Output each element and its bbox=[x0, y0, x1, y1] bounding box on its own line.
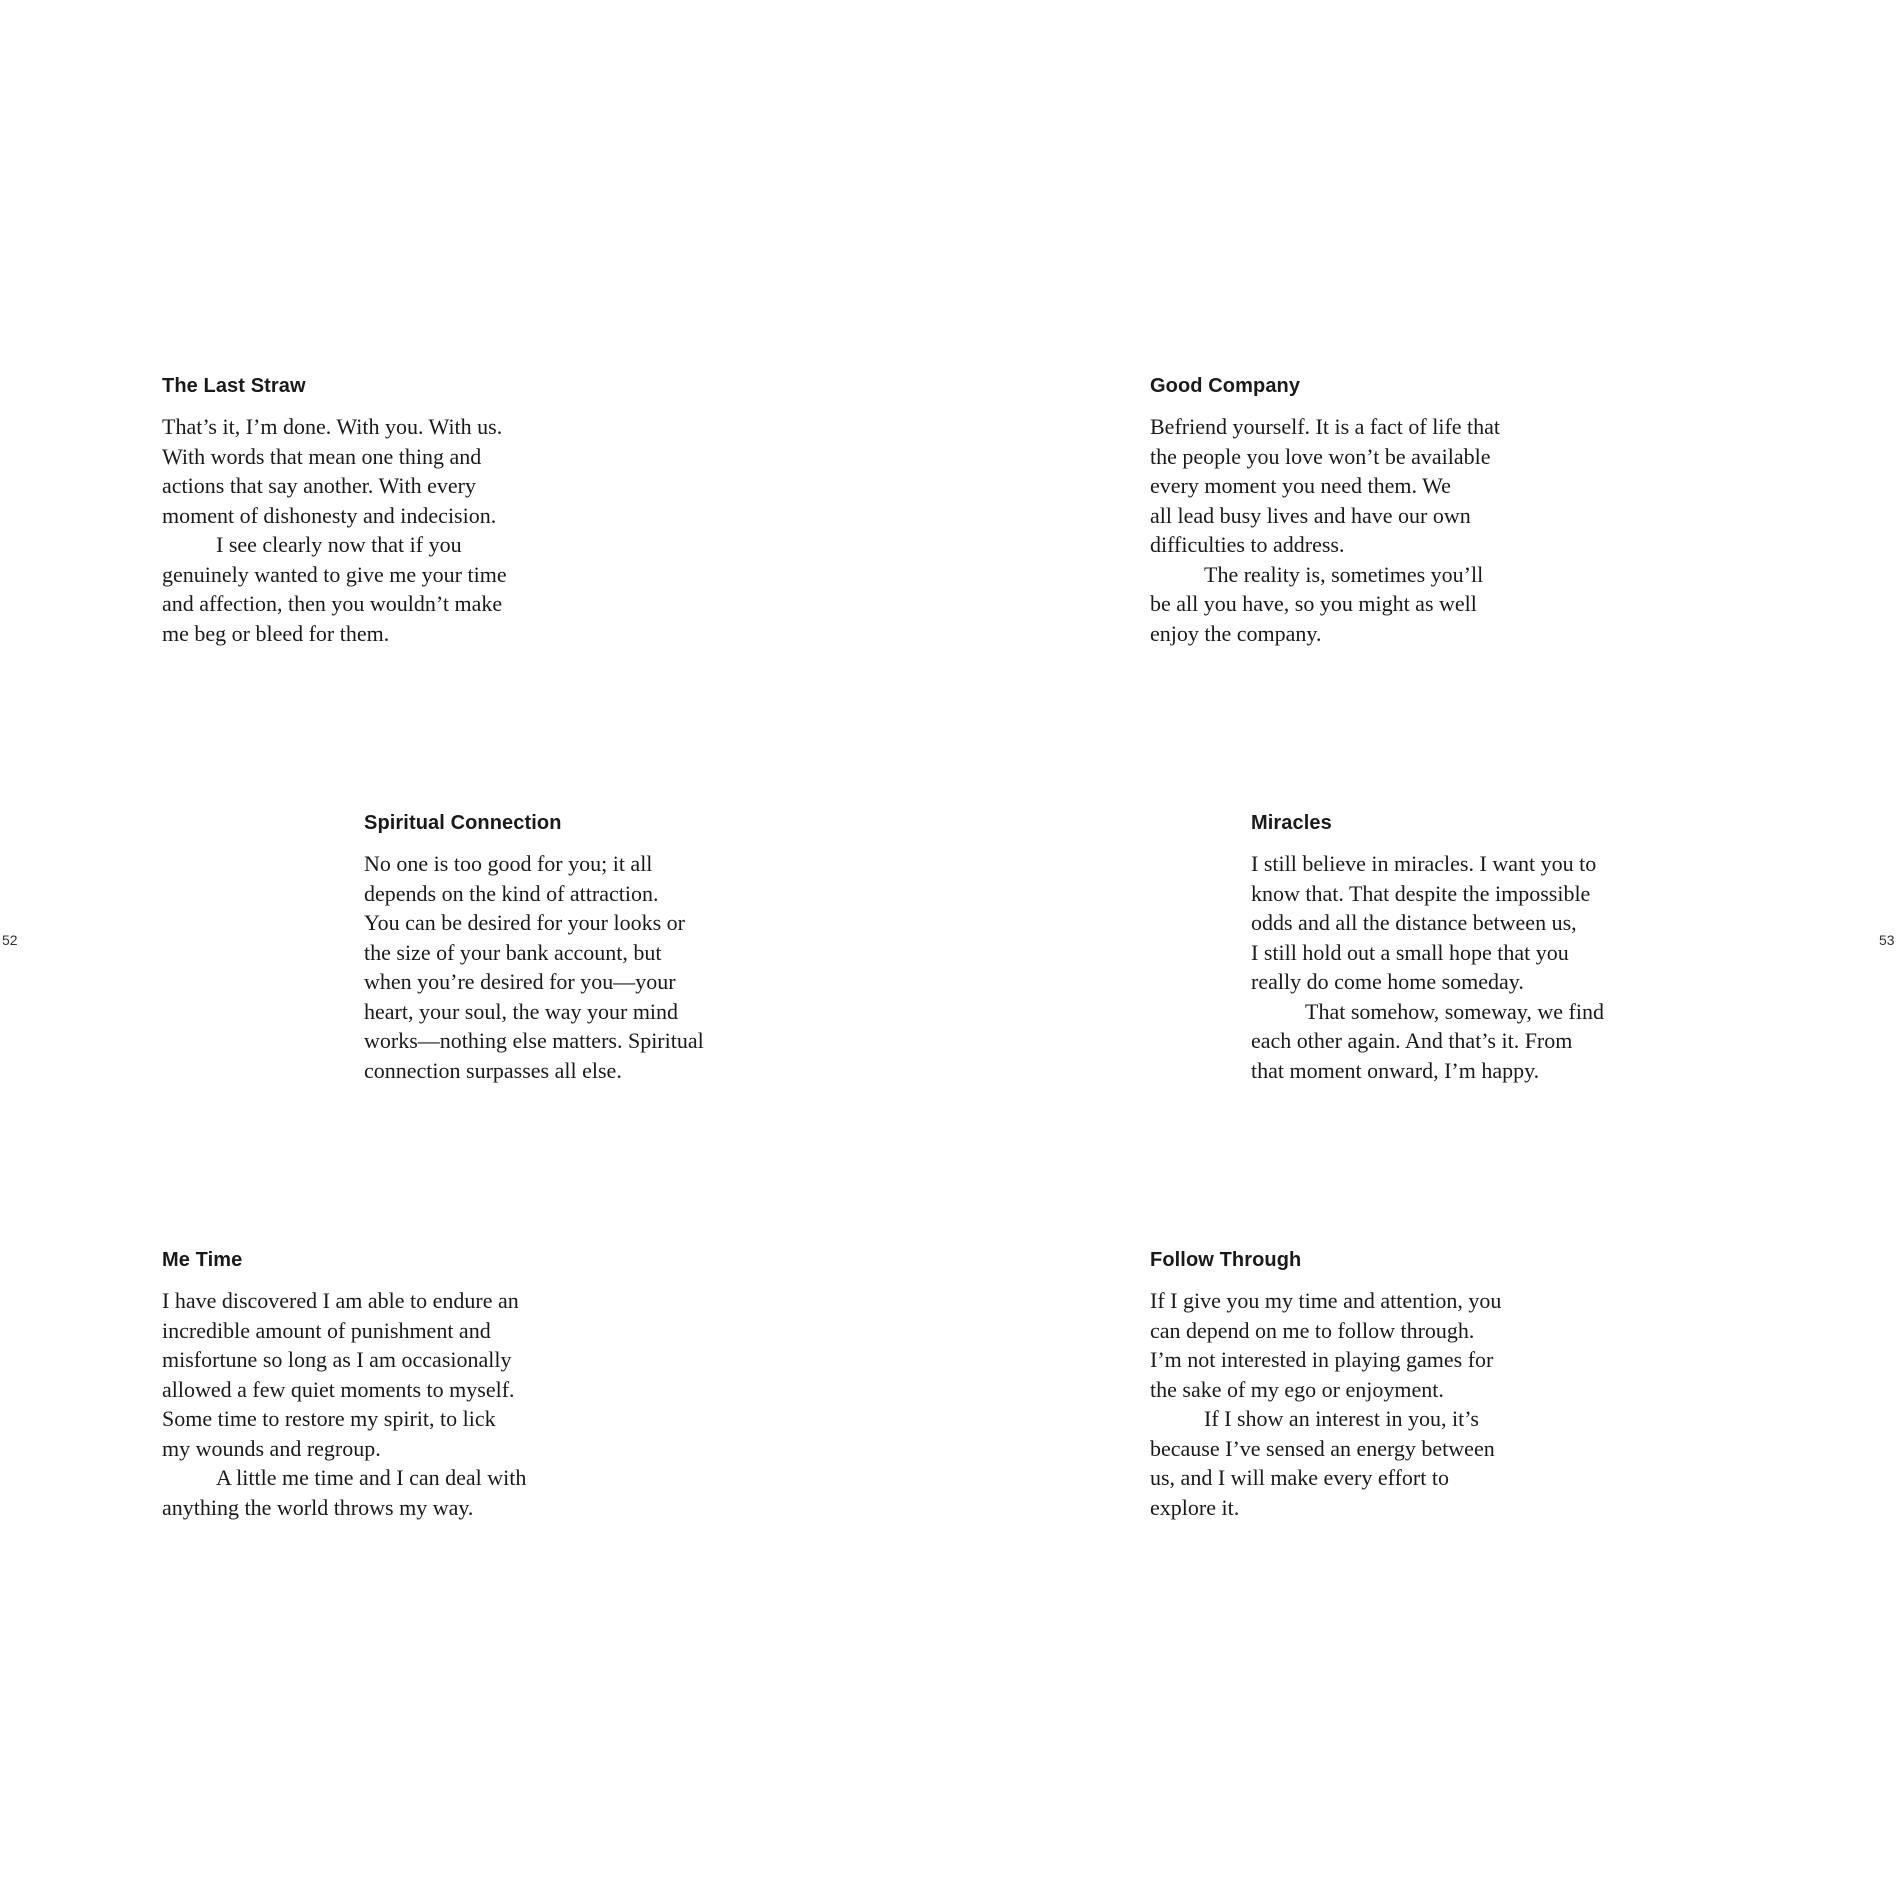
piece-paragraph: If I show an interest in you, it’s because I’ve sensed an energy between us, and I will make every effort to explore it. bbox=[1150, 1406, 1495, 1520]
piece-paragraph: Befriend yourself. It is a fact of life that the people you love won’t be available every moment you need them. We all lead busy lives and have our own difficulties to address. bbox=[1150, 414, 1501, 557]
piece-paragraph: I still believe in miracles. I want you to know that. That despite the impossible odds and all the distance between us, I still hold out a small hope that you really do come home someday. bbox=[1251, 851, 1597, 994]
piece-paragraph: That’s it, I’m done. With you. With us. With words that mean one thing and actions that say another. With every moment of dishonesty and indecision. bbox=[162, 414, 503, 528]
piece-good-company bbox=[1150, 373, 1610, 648]
page-number-left: 52 bbox=[2, 932, 18, 948]
piece-paragraph: That somehow, someway, we find each other again. And that’s it. From that moment onward, I’m happy. bbox=[1251, 998, 1604, 1083]
piece-title: Me Time bbox=[162, 1249, 243, 1271]
piece-paragraph: No one is too good for you; it all depends on the kind of attraction. You can be desired for your looks or the size of your bank account, but when you’re desired for you—your heart, your soul, the way your mind works—nothing else matters. Spiritual connection surpasses all else. bbox=[364, 851, 704, 1083]
piece-title: The Last Straw bbox=[162, 375, 306, 397]
page-number-right: 53 bbox=[1879, 932, 1895, 948]
piece-me-time bbox=[162, 1247, 622, 1522]
piece-paragraph: I see clearly now that if you genuinely wanted to give me your time and affection, then you wouldn’t make me beg or bleed for them. bbox=[162, 532, 507, 646]
piece-title: Good Company bbox=[1150, 375, 1301, 397]
piece-paragraph: The reality is, sometimes you’ll be all you have, so you might as well enjoy the company. bbox=[1150, 561, 1484, 646]
piece-title: Follow Through bbox=[1150, 1249, 1302, 1271]
piece-miracles bbox=[1251, 810, 1711, 1085]
piece-spiritual-connection bbox=[364, 810, 784, 1085]
piece-paragraph: I have discovered I am able to endure an incredible amount of punishment and misfortune so long as I am occasionally allowed a few quiet moments to myself. Some time to restore my spirit, to lick my wounds and regroup. bbox=[162, 1288, 519, 1461]
piece-the-last-straw bbox=[162, 373, 602, 648]
piece-title: Miracles bbox=[1251, 812, 1332, 834]
piece-follow-through bbox=[1150, 1247, 1610, 1522]
piece-paragraph: If I give you my time and attention, you can depend on me to follow through. I’m not interested in playing games for the sake of my ego or enjoyment. bbox=[1150, 1288, 1502, 1402]
piece-title: Spiritual Connection bbox=[364, 812, 562, 834]
piece-paragraph: A little me time and I can deal with anything the world throws my way. bbox=[162, 1465, 527, 1520]
